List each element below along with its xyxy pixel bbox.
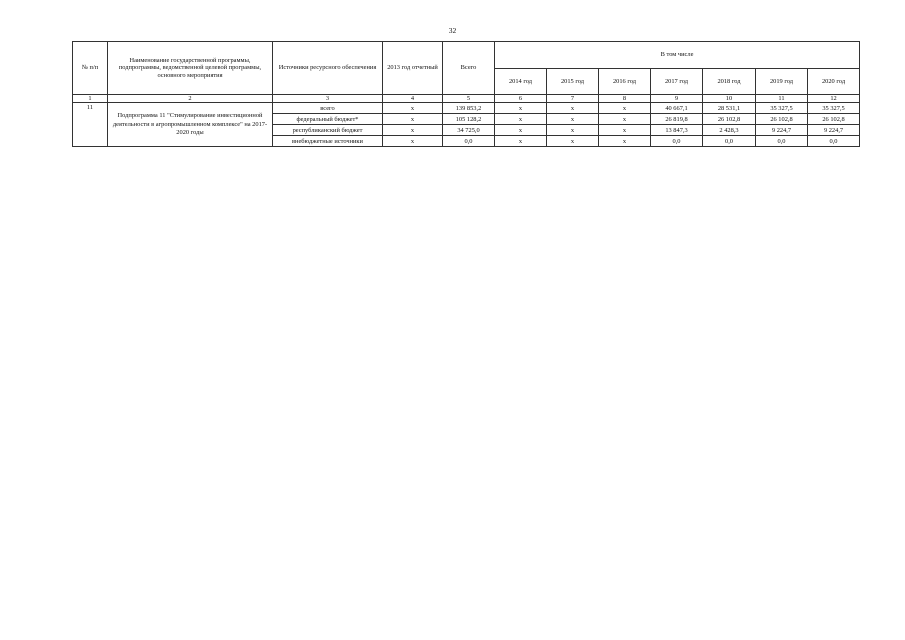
header-year: 2014 год	[495, 69, 547, 95]
page-number: 32	[448, 26, 457, 35]
header-year: 2015 год	[547, 69, 599, 95]
value-cell: x	[383, 136, 443, 147]
value-cell: x	[495, 103, 547, 114]
value-cell: 26 819,8	[651, 114, 703, 125]
program-name: Подпрограмма 11 "Стимулирование инвестиционной деятельности в агропромышленном комплексе" на 2017-2020 годы	[108, 103, 273, 147]
header-year: 2019 год	[756, 69, 808, 95]
source-cell: всего	[273, 103, 383, 114]
header-year: 2020 год	[808, 69, 860, 95]
program-number: 11	[73, 103, 108, 147]
value-cell: x	[495, 114, 547, 125]
header-source: Источники ресурсного обеспечения	[273, 42, 383, 95]
value-cell: x	[599, 103, 651, 114]
value-cell: x	[495, 136, 547, 147]
value-cell: 0,0	[808, 136, 860, 147]
value-cell: 9 224,7	[808, 125, 860, 136]
value-cell: x	[599, 114, 651, 125]
column-number: 11	[756, 95, 808, 103]
value-cell: 2 428,3	[703, 125, 756, 136]
value-cell: 26 102,8	[703, 114, 756, 125]
column-number: 3	[273, 95, 383, 103]
table-row	[73, 103, 860, 114]
source-cell: республиканский бюджет	[273, 125, 383, 136]
header-total: Всего	[443, 42, 495, 95]
value-cell: x	[383, 103, 443, 114]
value-cell: x	[547, 136, 599, 147]
value-cell: 9 224,7	[756, 125, 808, 136]
column-number: 4	[383, 95, 443, 103]
resource-table	[72, 41, 860, 147]
value-cell: 26 102,8	[756, 114, 808, 125]
value-cell: x	[599, 136, 651, 147]
column-number: 5	[443, 95, 495, 103]
header-including: В том числе	[495, 42, 860, 69]
header-name: Наименование государственной программы, подпрограммы, ведомственной целевой программы, основного мероприятия	[108, 42, 273, 95]
value-cell: 28 531,1	[703, 103, 756, 114]
column-number: 6	[495, 95, 547, 103]
header-2013: 2013 год отчетный	[383, 42, 443, 95]
value-cell: x	[599, 125, 651, 136]
source-cell: внебюджетные источники	[273, 136, 383, 147]
value-cell: x	[383, 125, 443, 136]
value-cell: 0,0	[756, 136, 808, 147]
source-cell: федеральный бюджет*	[273, 114, 383, 125]
value-cell: 35 327,5	[808, 103, 860, 114]
total-cell: 139 853,2	[443, 103, 495, 114]
value-cell: 0,0	[651, 136, 703, 147]
total-cell: 105 128,2	[443, 114, 495, 125]
total-cell: 34 725,0	[443, 125, 495, 136]
header-year: 2018 год	[703, 69, 756, 95]
column-number: 1	[73, 95, 108, 103]
column-number: 12	[808, 95, 860, 103]
value-cell: x	[547, 125, 599, 136]
column-number-row	[73, 95, 860, 103]
header-no: № п/п	[73, 42, 108, 95]
value-cell: x	[547, 103, 599, 114]
value-cell: 13 847,3	[651, 125, 703, 136]
value-cell: 26 102,8	[808, 114, 860, 125]
column-number: 9	[651, 95, 703, 103]
column-number: 10	[703, 95, 756, 103]
total-cell: 0,0	[443, 136, 495, 147]
column-number: 7	[547, 95, 599, 103]
value-cell: 40 667,1	[651, 103, 703, 114]
value-cell: x	[495, 125, 547, 136]
column-number: 2	[108, 95, 273, 103]
header-year: 2017 год	[651, 69, 703, 95]
value-cell: 0,0	[703, 136, 756, 147]
header-year: 2016 год	[599, 69, 651, 95]
value-cell: x	[547, 114, 599, 125]
value-cell: 35 327,5	[756, 103, 808, 114]
column-number: 8	[599, 95, 651, 103]
value-cell: x	[383, 114, 443, 125]
